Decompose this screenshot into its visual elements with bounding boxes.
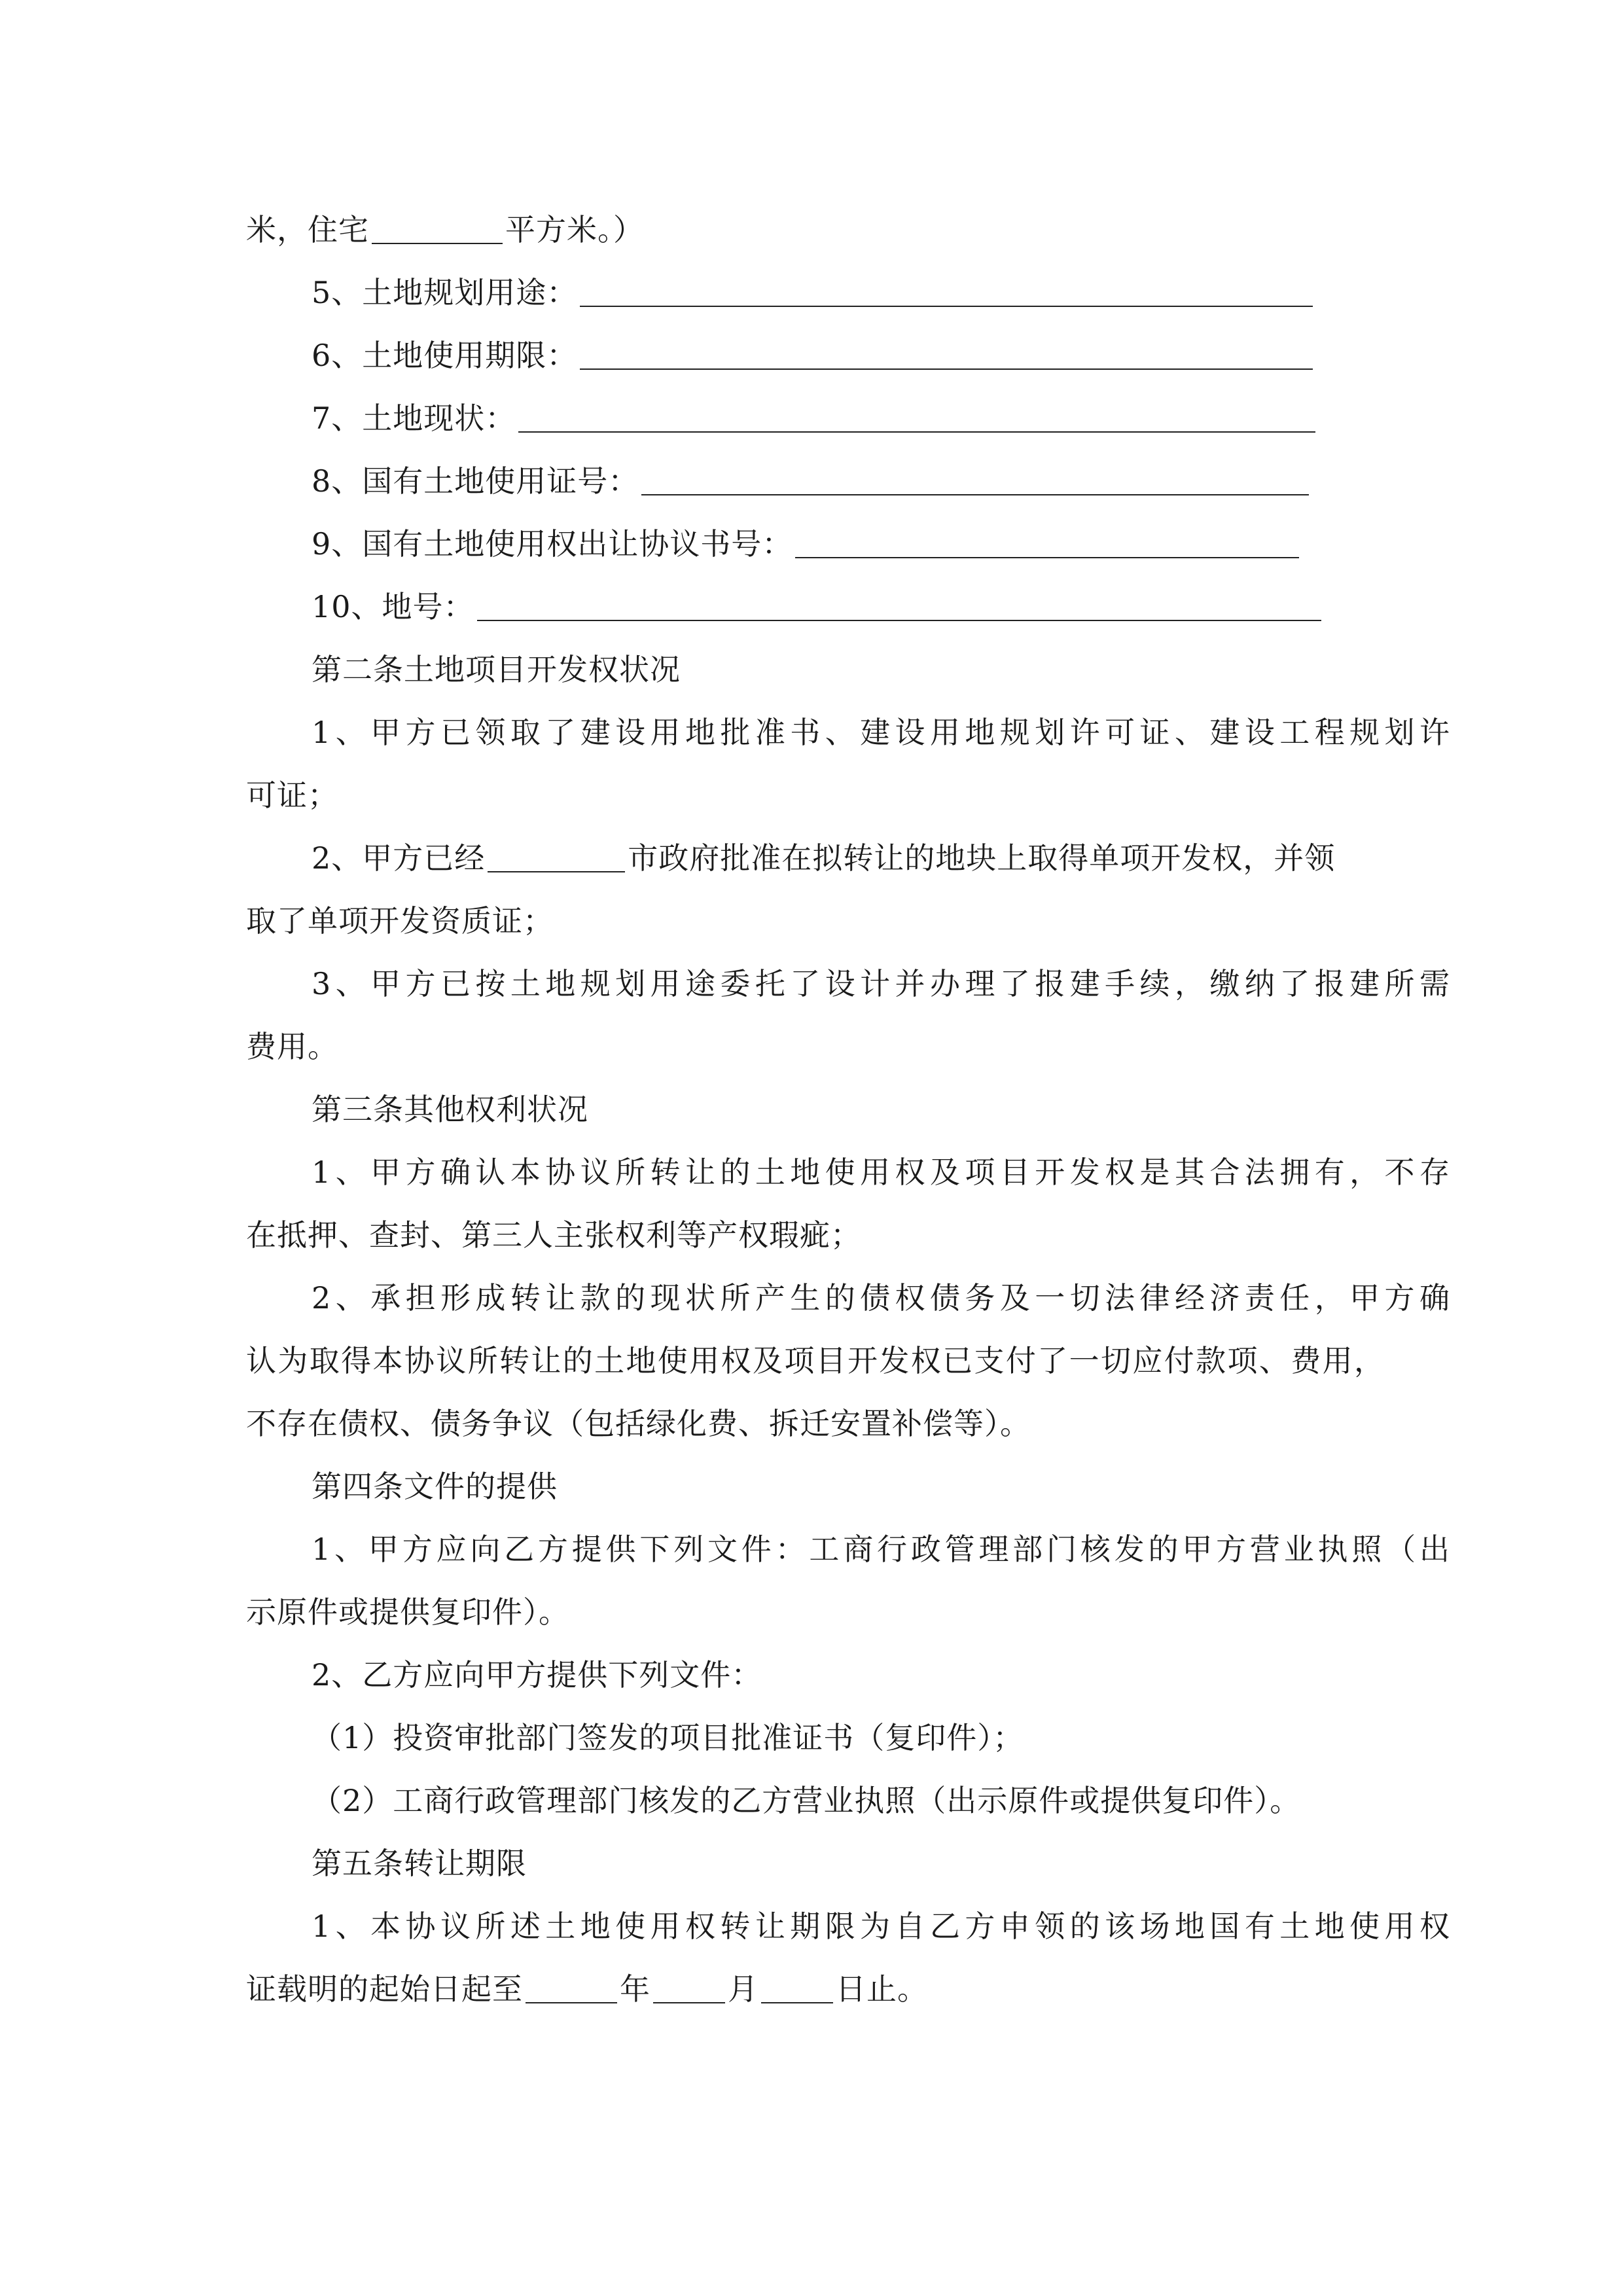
item-9-agreement-no bbox=[246, 521, 1450, 567]
blank-day[interactable] bbox=[761, 2001, 833, 2003]
item-8-cert-no bbox=[246, 458, 1450, 504]
item-5-land-use bbox=[246, 270, 1450, 315]
paragraph-line: 2、乙方应向甲方提供下列文件： bbox=[312, 1657, 762, 1693]
text: 年 bbox=[620, 1971, 651, 2007]
label: 7、土地现状： bbox=[312, 401, 516, 436]
blank-lot-no[interactable] bbox=[477, 619, 1321, 621]
paragraph-line: 示原件或提供复印件）。 bbox=[246, 1594, 569, 1630]
blank-cert-no[interactable] bbox=[641, 493, 1309, 495]
text: 平方米。） bbox=[505, 212, 644, 247]
text: 市政府批准在拟转让的地块上取得单项开发权，并领 bbox=[628, 840, 1336, 876]
paragraph-line: 在抵押、查封、第三人主张权利等产权瑕疵； bbox=[246, 1217, 861, 1253]
paragraph-line: 3、甲方已按土地规划用途委托了设计并办理了报建手续，缴纳了报建所需 bbox=[312, 966, 1450, 1001]
blank-agreement-no[interactable] bbox=[795, 556, 1299, 558]
article-4-title: 第四条文件的提供 bbox=[312, 1469, 558, 1504]
text: 月 bbox=[728, 1971, 758, 2007]
paragraph-line: 1、甲方已领取了建设用地批准书、建设用地规划许可证、建设工程规划许 bbox=[312, 715, 1450, 750]
paragraph-line: 2、承担形成转让款的现状所产生的债权债务及一切法律经济责任，甲方确 bbox=[312, 1280, 1450, 1316]
label: 8、国有土地使用证号： bbox=[312, 463, 639, 499]
text: 日止。 bbox=[836, 1971, 928, 2007]
paragraph-line: 1、甲方确认本协议所转让的土地使用权及项目开发权是其合法拥有，不存 bbox=[312, 1155, 1450, 1190]
paragraph-line: 认为取得本协议所转让的土地使用权及项目开发权已支付了一切应付款项、费用， bbox=[246, 1343, 1385, 1378]
label: 9、国有土地使用权出让协议书号： bbox=[312, 526, 793, 562]
item-10-lot-no bbox=[246, 584, 1450, 630]
label: 10、地号： bbox=[312, 589, 474, 624]
blank-residential-area[interactable] bbox=[372, 242, 503, 244]
blank-land-term[interactable] bbox=[580, 368, 1313, 370]
item-7-land-status bbox=[246, 395, 1450, 441]
paragraph-line: 可证； bbox=[246, 778, 338, 813]
label: 5、土地规划用途： bbox=[312, 275, 578, 310]
article-5-title: 第五条转让期限 bbox=[312, 1846, 527, 1881]
blank-land-status[interactable] bbox=[518, 431, 1315, 433]
blank-year[interactable] bbox=[526, 2001, 617, 2003]
label: 6、土地使用期限： bbox=[312, 338, 578, 373]
sub-item-2: （2）工商行政管理部门核发的乙方营业执照（出示原件或提供复印件）。 bbox=[312, 1783, 1301, 1818]
text: 证载明的起始日起至 bbox=[246, 1971, 523, 2007]
paragraph-line bbox=[246, 1966, 1385, 2012]
paragraph-line: 1、本协议所述土地使用权转让期限为自乙方申领的该场地国有土地使用权 bbox=[312, 1909, 1450, 1944]
article-2-title: 第二条土地项目开发权状况 bbox=[312, 652, 681, 687]
text: 2、甲方已经 bbox=[312, 840, 486, 876]
paragraph-line: 取了单项开发资质证； bbox=[246, 903, 554, 939]
article-3-title: 第三条其他权利状况 bbox=[312, 1092, 588, 1127]
blank-land-use[interactable] bbox=[580, 305, 1313, 307]
text: 米，住宅 bbox=[246, 212, 369, 247]
paragraph-line: 费用。 bbox=[246, 1029, 338, 1064]
paragraph-line: 不存在债权、债务争议（包括绿化费、拆迁安置补偿等）。 bbox=[246, 1406, 1031, 1441]
paragraph-line bbox=[246, 835, 1450, 881]
paragraph-line: 1、甲方应向乙方提供下列文件：工商行政管理部门核发的甲方营业执照（出 bbox=[312, 1532, 1450, 1567]
sub-item-1: （1）投资审批部门签发的项目批准证书（复印件）； bbox=[312, 1720, 1024, 1755]
item-6-land-term bbox=[246, 332, 1450, 378]
blank-city[interactable] bbox=[488, 870, 625, 872]
blank-month[interactable] bbox=[653, 2001, 725, 2003]
line-residential-area bbox=[246, 207, 1385, 253]
